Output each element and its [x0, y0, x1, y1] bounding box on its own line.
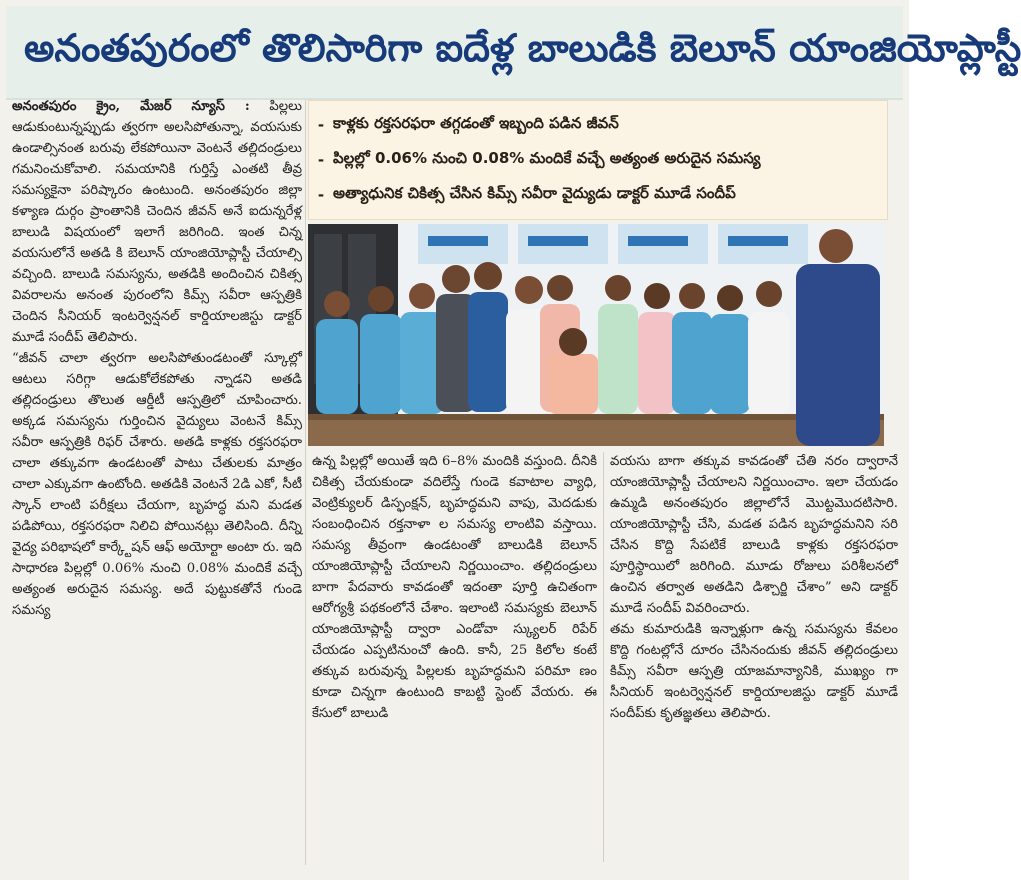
highlight-item — [309, 107, 887, 142]
highlight-item — [309, 177, 887, 212]
column-left-body: పిల్లలు ఆడుకుంటున్నప్పుడు త్వరగా అలసిపోతున్నా, వయసుకు ఉండాల్సినంత బరువు లేకపోయినా వెంటనే తల్లిదండ్రులు గమనించుకోవాలి. సమయానికి గుర్తిస్తే ఎంతటి తీవ్ర సమస్యకైనా పరిష్కారం ఉంటుంది. అనంతపురం జిల్లా కళ్యాణ దుర్గం ప్రాంతానికి చెందిన జీవన్ అనే ఐదున్నరేళ్ల బాలుడి విషయంలో ఇలాగే జరిగింది. ఇంత చిన్న వయసులోనే అతడి కి బెలూన్ యాంజియోప్లాస్టీ చేయాల్సి వచ్చింది. బాలుడి సమస్యను, అతడికి అందించిన చికిత్స వివరాలను అనంత పురంలోని కిమ్స్ సవీరా ఆస్పత్రికి చెందిన సీనియర్ ఇంటర్వెన్షనల్ కార్డియాలజిస్టు డాక్టర్ మూడే సందీప్ తెలిపారు. “జీవన్ చాలా త్వరగా అలసిపోతుండటంతో స్కూల్లో ఆటలు సరిగ్గా ఆడుకోలేకపోతు న్నాడని అతడి తల్లిదండ్రులు తొలుత ఆర్డీటీ ఆస్పత్రిలో చూపించారు. అక్కడ సమస్యను గుర్తించిన వైద్యులు వెంటనే కిమ్స్ సవీరా ఆస్పత్రికి రిఫర్ చేశారు. అతడి కాళ్లకు రక్తసరఫరా చాలా తక్కువగా ఉండటంతో పాటు చేతులకు మాత్రం చాలా ఎక్కువగా ఉంటోంది. అతడికి వెంటనే 2డి ఎకో, సీటీ స్కాన్ లాంటి పరీక్షలు చేయగా, బృహద్ధ మని మడత పడిపోయి, రక్తసరఫరా నిలిచి పోయినట్లు తెలిసింది. దీన్ని వైద్య పరిభాషలో కార్క్టేషన్ ఆఫ్ అయోర్టా అంటా రు. ఇది సాధారణ పిల్లల్లో 0.06% నుంచి 0.08% మందికే వచ్చే అత్యంత అరుదైన సమస్య. అదే పుట్టుకతోనే గుండె సమస్య — [12, 99, 302, 618]
news-photo — [308, 224, 884, 446]
headline: అనంతపురంలో తొలిసారిగా ఐదేళ్ల బాలుడికి బెలూన్ యాంజియోప్లాస్టీ — [24, 26, 1021, 70]
column-divider — [603, 452, 604, 862]
article-column-left — [12, 96, 302, 866]
headline-band — [6, 6, 1021, 100]
highlight-item — [309, 142, 887, 177]
dash-icon: - — [317, 115, 325, 134]
article-column-right: వయసు బాగా తక్కువ కావడంతో చేతి నరం ద్వారానే యాంజియోప్లాస్టీ చేయాలని నిర్ణయించాం. ఇలా చేయడం ఉమ్మడి అనంతపురం జిల్లాలోనే మొట్టమొదటిసారి. యాంజియోప్లాస్టీ చేసి, మడత పడిన బృహద్ధమనిని సరి చేసిన కొద్ది సేపటికే బాలుడి కాళ్లకు రక్తసరఫరా పూర్తిస్థాయిలో జరిగింది. మూడు రోజులు పరిశీలనలో ఉంచిన తర్వాత అతడిని డిశ్చార్జి చేశాం” అని డాక్టర్ మూడే సందీప్ వివరించారు. తమ కుమారుడికి ఇన్నాళ్లుగా ఉన్న సమస్యను కేవలం కొద్ది గంటల్లోనే దూరం చేసినందుకు జీవన్ తల్లిదండ్రులు కిమ్స్ సవీరా ఆస్పత్రి యాజమాన్యానికి, ముఖ్యం గా సీనియర్ ఇంటర్వెన్షనల్ కార్డియాలజిస్టు డాక్టర్ మూడే సందీప్‌కు కృతజ్ఞతలు తెలిపారు. — [610, 454, 898, 721]
highlight-text: పిల్లల్లో 0.06% నుంచి 0.08% మందికే వచ్చే అత్యంత అరుదైన సమస్య — [333, 148, 761, 167]
byline: అనంతపురం క్రైం, మేజర్ న్యూస్ : — [12, 99, 250, 114]
group-photo-illustration — [308, 224, 884, 446]
column-divider — [305, 100, 306, 865]
highlights-box — [308, 100, 888, 220]
dash-icon: - — [317, 150, 325, 169]
highlight-text: కాళ్లకు రక్తసరఫరా తగ్గడంతో ఇబ్బంది పడిన జీవన్ — [333, 113, 619, 132]
highlight-text: అత్యాధునిక చికిత్స చేసిన కిమ్స్ సవీరా వైద్యుడు డాక్టర్ మూడే సందీప్ — [333, 183, 736, 202]
article-column-middle: ఉన్న పిల్లల్లో అయితే ఇది 6–8% మందికి వస్తుంది. దీనికి చికిత్స చేయకుండా వదిలేస్తే గుండె కవాటాల వ్యాధి, వెంట్రిక్యులర్ డిస్ఫంక్షన్, బృహద్ధమని వాపు, మెదడుకు సంబంధించిన రక్తనాళా ల సమస్య లాంటివి వస్తాయి. సమస్య తీవ్రంగా ఉండటంతో బాలుడికి బెలూన్ యాంజియోప్లాస్టీ చేయాలని నిర్ణయించాం. తల్లిదండ్రులు బాగా పేదవారు కావడంతో ఇదంతా పూర్తి ఉచితంగా ఆరోగ్యశ్రీ పథకంలోనే చేశాం. ఇలాంటి సమస్యకు బెలూన్ యాంజియోప్లాస్టీ ద్వారా ఎండోవా స్క్యులర్ రిపేర్ చేయడం ఎప్పటినుంచో ఉంది. కానీ, 25 కిలోల కంటే తక్కువ బరువున్న పిల్లలకు బృహద్ధమని పరిమా ణం కూడా చిన్నగా ఉంటుంది కాబట్టి స్టెంట్ వేయరు. ఈ కేసులో బాలుడి — [312, 454, 597, 721]
dash-icon: - — [317, 185, 325, 204]
